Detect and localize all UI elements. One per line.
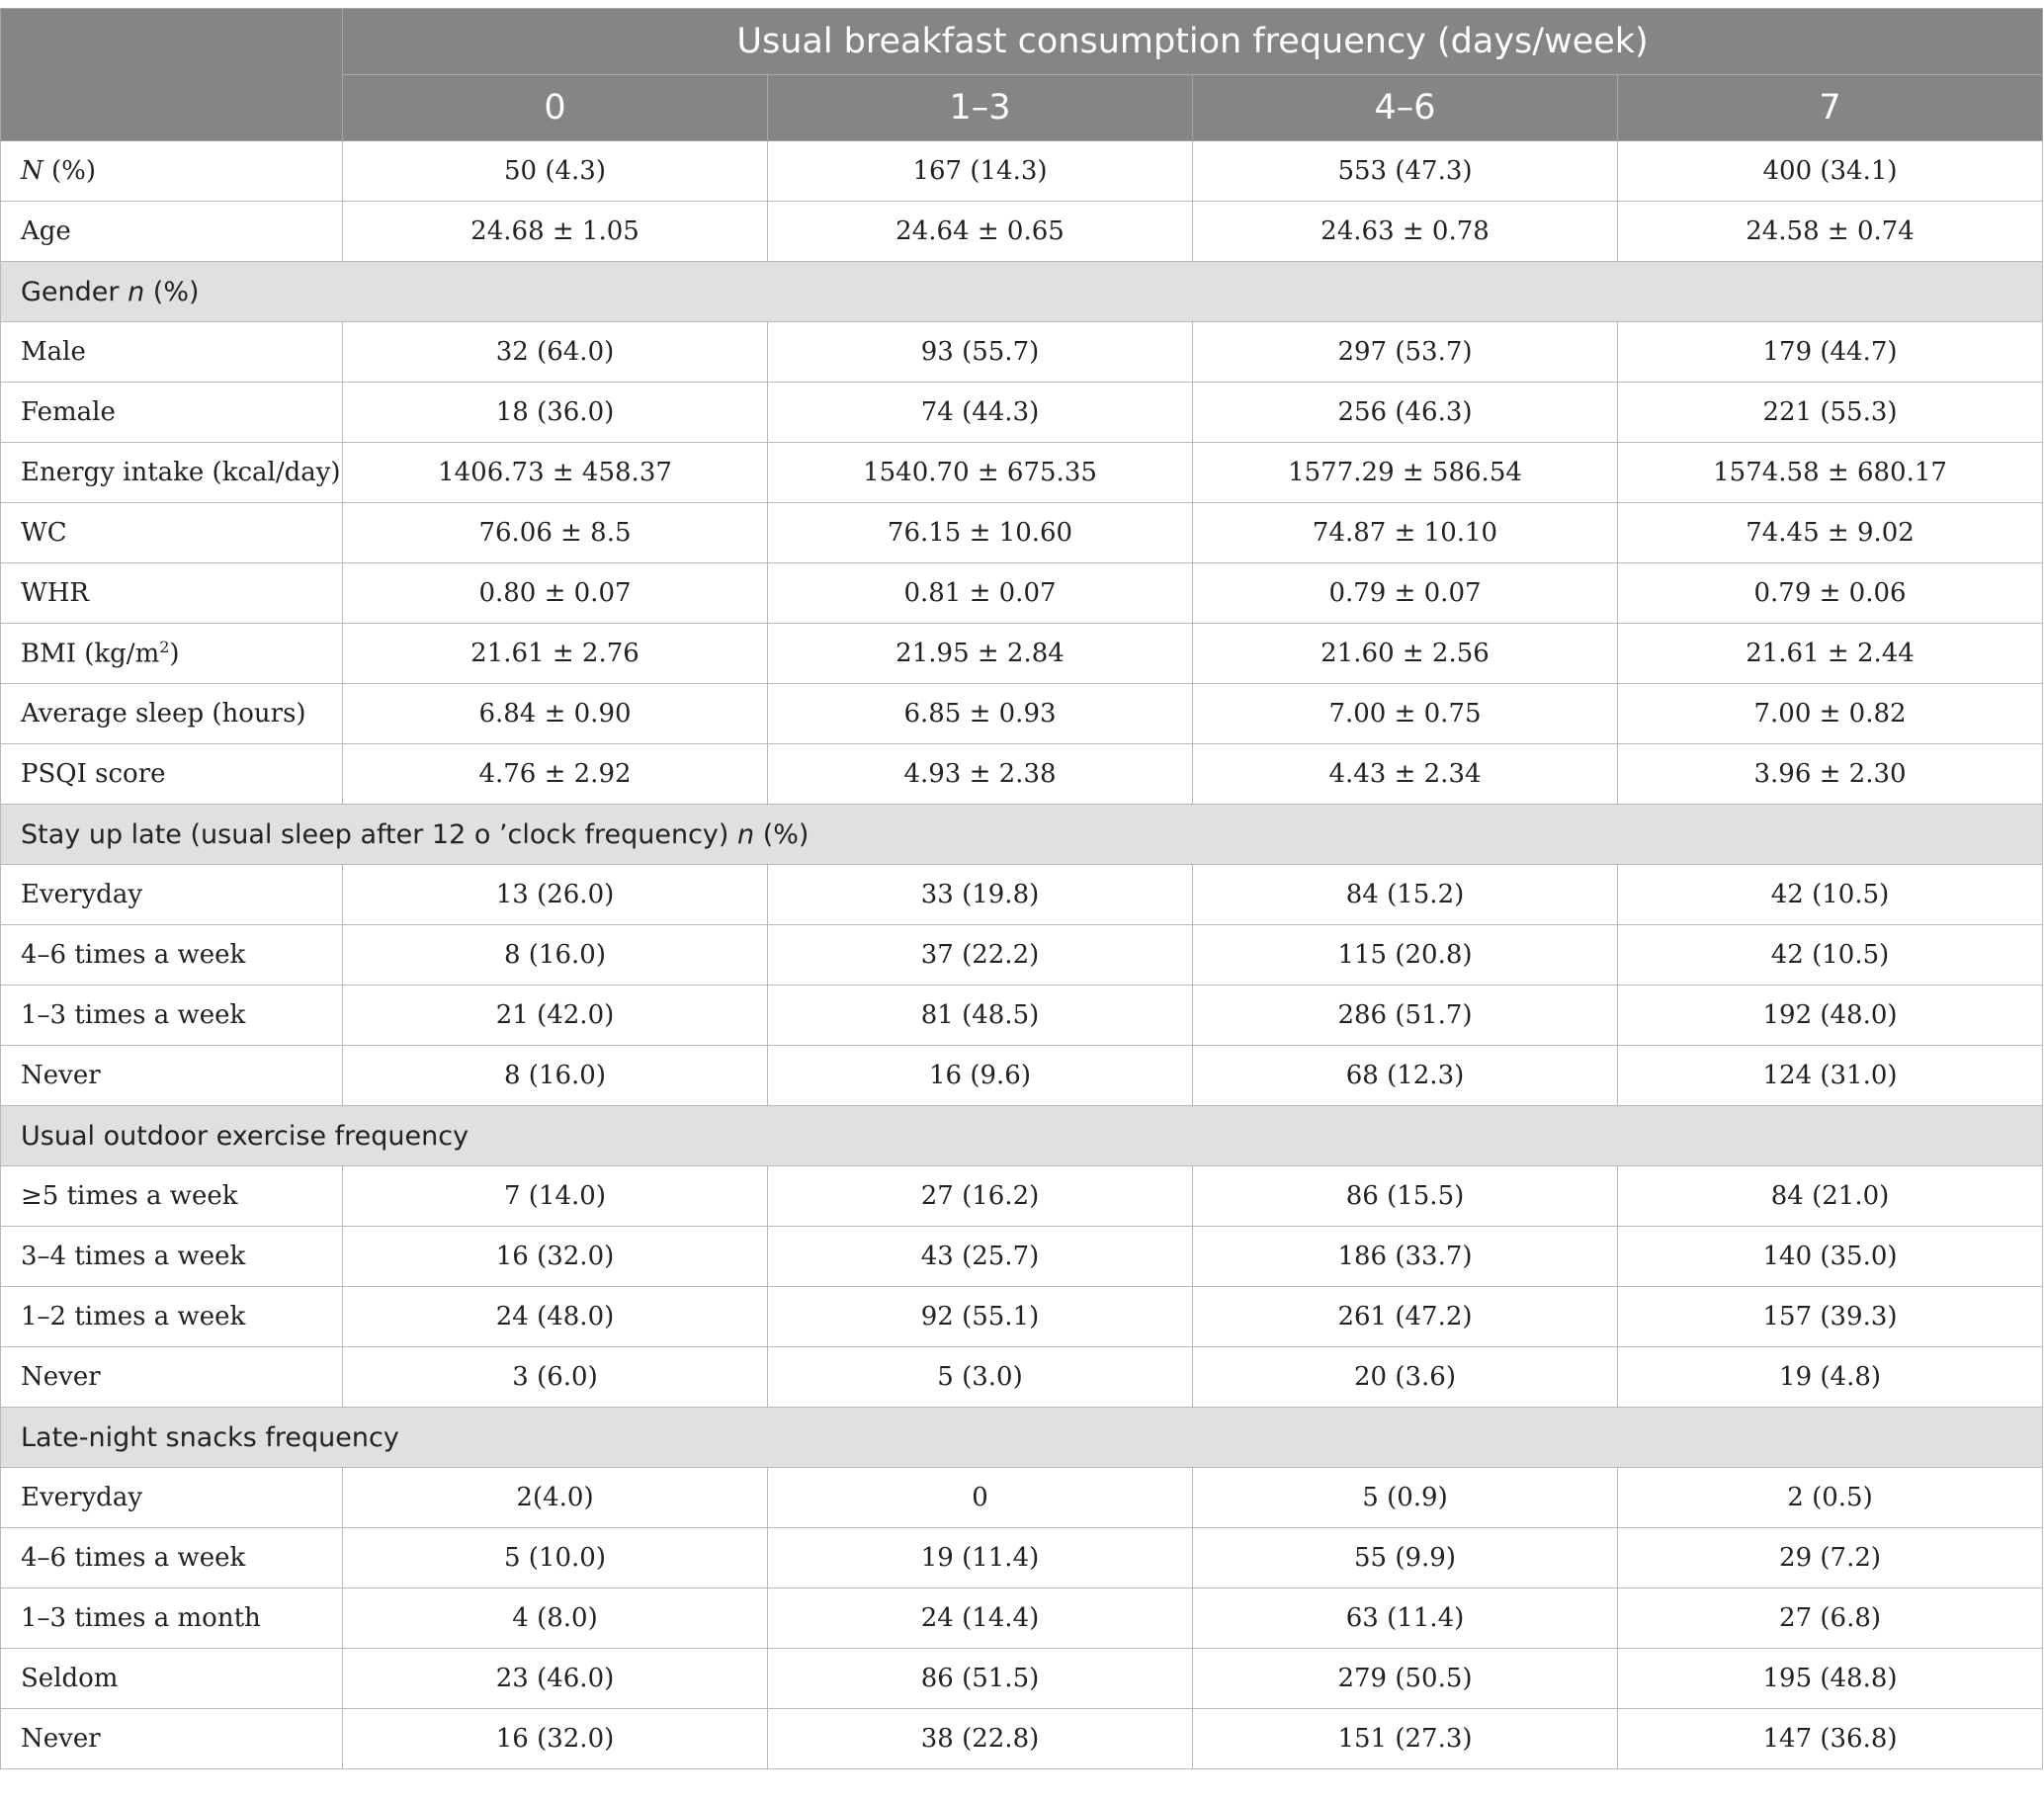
row-label: Everyday (1, 1468, 343, 1528)
table-cell: 115 (20.8) (1193, 925, 1618, 986)
label-prefix: Gender (21, 276, 128, 307)
table-cell: 2(4.0) (343, 1468, 768, 1528)
table-cell: 5 (10.0) (343, 1528, 768, 1588)
table-row (1, 443, 2043, 503)
table-cell: 8 (16.0) (343, 1046, 768, 1106)
label-prefix: BMI (kg/m (21, 639, 160, 669)
table-cell: 124 (31.0) (1618, 1046, 2043, 1106)
table-cell: 7.00 ± 0.75 (1193, 684, 1618, 744)
table-cell: 21.60 ± 2.56 (1193, 624, 1618, 684)
label-italic: N (21, 156, 43, 186)
table-cell: 16 (32.0) (343, 1227, 768, 1287)
row-label (1, 624, 343, 684)
row-label: Never (1, 1709, 343, 1769)
table-cell: 74 (44.3) (768, 383, 1193, 443)
table-cell: 5 (0.9) (1193, 1468, 1618, 1528)
table-row (1, 865, 2043, 925)
table-row (1, 202, 2043, 262)
row-label: Female (1, 383, 343, 443)
table-cell: 33 (19.8) (768, 865, 1193, 925)
table-cell: 8 (16.0) (343, 925, 768, 986)
row-label: Age (1, 202, 343, 262)
table-cell: 76.15 ± 10.60 (768, 503, 1193, 563)
table-row (1, 1528, 2043, 1588)
table-cell: 179 (44.7) (1618, 322, 2043, 383)
table-cell: 50 (4.3) (343, 141, 768, 202)
table-cell: 76.06 ± 8.5 (343, 503, 768, 563)
table-cell: 42 (10.5) (1618, 865, 2043, 925)
section-label: Late-night snacks frequency (1, 1408, 2043, 1468)
table-row (1, 925, 2043, 986)
table-cell: 74.87 ± 10.10 (1193, 503, 1618, 563)
table-cell: 167 (14.3) (768, 141, 1193, 202)
table-cell: 21.61 ± 2.76 (343, 624, 768, 684)
row-label: Male (1, 322, 343, 383)
table-row (1, 1709, 2043, 1769)
table-cell: 43 (25.7) (768, 1227, 1193, 1287)
table-cell: 2 (0.5) (1618, 1468, 2043, 1528)
label-suffix: (%) (43, 156, 97, 186)
table-row (1, 986, 2043, 1046)
table-row (1, 744, 2043, 805)
table-cell: 3 (6.0) (343, 1347, 768, 1408)
row-label: 1–3 times a month (1, 1588, 343, 1649)
row-label: WHR (1, 563, 343, 624)
table-cell: 151 (27.3) (1193, 1709, 1618, 1769)
table-cell: 21.61 ± 2.44 (1618, 624, 2043, 684)
table-row (1, 1166, 2043, 1227)
column-header: 4–6 (1193, 75, 1618, 141)
table-cell: 6.85 ± 0.93 (768, 684, 1193, 744)
row-label: Energy intake (kcal/day) (1, 443, 343, 503)
table-cell: 68 (12.3) (1193, 1046, 1618, 1106)
row-label: Everyday (1, 865, 343, 925)
table-row (1, 1347, 2043, 1408)
table-cell: 1406.73 ± 458.37 (343, 443, 768, 503)
table-cell: 195 (48.8) (1618, 1649, 2043, 1709)
table-cell: 400 (34.1) (1618, 141, 2043, 202)
table-cell: 1574.58 ± 680.17 (1618, 443, 2043, 503)
row-label: 1–3 times a week (1, 986, 343, 1046)
row-label: 4–6 times a week (1, 1528, 343, 1588)
label-prefix: Stay up late (usual sleep after 12 o ’clock frequency) (21, 818, 738, 850)
table-cell: 21 (42.0) (343, 986, 768, 1046)
table-cell: 23 (46.0) (343, 1649, 768, 1709)
table-cell: 37 (22.2) (768, 925, 1193, 986)
table-cell: 256 (46.3) (1193, 383, 1618, 443)
table-cell: 7.00 ± 0.82 (1618, 684, 2043, 744)
section-label (1, 805, 2043, 865)
section-row (1, 262, 2043, 322)
table-cell: 4.93 ± 2.38 (768, 744, 1193, 805)
table-cell: 19 (11.4) (768, 1528, 1193, 1588)
table-cell: 5 (3.0) (768, 1347, 1193, 1408)
table-cell: 13 (26.0) (343, 865, 768, 925)
table-cell: 147 (36.8) (1618, 1709, 2043, 1769)
table-cell: 86 (51.5) (768, 1649, 1193, 1709)
table-cell: 4 (8.0) (343, 1588, 768, 1649)
table-cell: 55 (9.9) (1193, 1528, 1618, 1588)
table-cell: 29 (7.2) (1618, 1528, 2043, 1588)
row-label: 3–4 times a week (1, 1227, 343, 1287)
data-table (0, 8, 2043, 1769)
table-cell: 140 (35.0) (1618, 1227, 2043, 1287)
table-row (1, 1046, 2043, 1106)
column-header: 1–3 (768, 75, 1193, 141)
table-cell: 4.43 ± 2.34 (1193, 744, 1618, 805)
table-cell: 261 (47.2) (1193, 1287, 1618, 1347)
row-label: ≥5 times a week (1, 1166, 343, 1227)
table-cell: 38 (22.8) (768, 1709, 1193, 1769)
table-row (1, 624, 2043, 684)
table-cell: 63 (11.4) (1193, 1588, 1618, 1649)
table-cell: 16 (32.0) (343, 1709, 768, 1769)
table-cell: 1577.29 ± 586.54 (1193, 443, 1618, 503)
table-cell: 20 (3.6) (1193, 1347, 1618, 1408)
row-label: PSQI score (1, 744, 343, 805)
table-cell: 0.80 ± 0.07 (343, 563, 768, 624)
table-cell: 0.79 ± 0.07 (1193, 563, 1618, 624)
table-cell: 24.64 ± 0.65 (768, 202, 1193, 262)
table-row (1, 1227, 2043, 1287)
table-cell: 553 (47.3) (1193, 141, 1618, 202)
table-cell: 279 (50.5) (1193, 1649, 1618, 1709)
table-row (1, 503, 2043, 563)
section-row (1, 805, 2043, 865)
table-cell: 192 (48.0) (1618, 986, 2043, 1046)
table-cell: 92 (55.1) (768, 1287, 1193, 1347)
table-row (1, 1287, 2043, 1347)
label-superscript: 2 (159, 638, 170, 657)
table-row (1, 1588, 2043, 1649)
table-cell: 27 (6.8) (1618, 1588, 2043, 1649)
table-cell: 24.68 ± 1.05 (343, 202, 768, 262)
table-cell: 4.76 ± 2.92 (343, 744, 768, 805)
table-row (1, 1468, 2043, 1528)
table-cell: 27 (16.2) (768, 1166, 1193, 1227)
table-cell: 3.96 ± 2.30 (1618, 744, 2043, 805)
table-cell: 24.58 ± 0.74 (1618, 202, 2043, 262)
column-header: 7 (1618, 75, 2043, 141)
row-label: WC (1, 503, 343, 563)
table-cell: 286 (51.7) (1193, 986, 1618, 1046)
table-cell: 221 (55.3) (1618, 383, 2043, 443)
label-italic: n (128, 276, 145, 307)
table-cell: 24 (48.0) (343, 1287, 768, 1347)
table-cell: 86 (15.5) (1193, 1166, 1618, 1227)
row-label: 1–2 times a week (1, 1287, 343, 1347)
table-row (1, 322, 2043, 383)
section-label (1, 262, 2043, 322)
column-header: 0 (343, 75, 768, 141)
table-cell: 74.45 ± 9.02 (1618, 503, 2043, 563)
table-cell: 297 (53.7) (1193, 322, 1618, 383)
table-cell: 16 (9.6) (768, 1046, 1193, 1106)
table-cell: 0 (768, 1468, 1193, 1528)
table-cell: 1540.70 ± 675.35 (768, 443, 1193, 503)
row-label (1, 141, 343, 202)
table-cell: 19 (4.8) (1618, 1347, 2043, 1408)
row-label: Never (1, 1347, 343, 1408)
table-cell: 6.84 ± 0.90 (343, 684, 768, 744)
section-label: Usual outdoor exercise frequency (1, 1106, 2043, 1166)
label-suffix: (%) (754, 818, 809, 850)
table-cell: 21.95 ± 2.84 (768, 624, 1193, 684)
table-row (1, 563, 2043, 624)
table-cell: 18 (36.0) (343, 383, 768, 443)
table-cell: 7 (14.0) (343, 1166, 768, 1227)
table-cell: 0.81 ± 0.07 (768, 563, 1193, 624)
table-cell: 84 (21.0) (1618, 1166, 2043, 1227)
table-row (1, 684, 2043, 744)
row-label: 4–6 times a week (1, 925, 343, 986)
table-cell: 0.79 ± 0.06 (1618, 563, 2043, 624)
table-cell: 81 (48.5) (768, 986, 1193, 1046)
section-row (1, 1408, 2043, 1468)
table-row (1, 383, 2043, 443)
table-cell: 93 (55.7) (768, 322, 1193, 383)
table-cell: 157 (39.3) (1618, 1287, 2043, 1347)
label-italic: n (737, 818, 755, 850)
section-row (1, 1106, 2043, 1166)
table-cell: 42 (10.5) (1618, 925, 2043, 986)
group-header: Usual breakfast consumption frequency (days/week) (343, 9, 2043, 75)
table-cell: 32 (64.0) (343, 322, 768, 383)
table-cell: 186 (33.7) (1193, 1227, 1618, 1287)
table-row (1, 1649, 2043, 1709)
label-suffix: (%) (144, 276, 200, 307)
table-row (1, 141, 2043, 202)
row-label: Never (1, 1046, 343, 1106)
label-suffix: ) (169, 639, 180, 669)
table-cell: 24.63 ± 0.78 (1193, 202, 1618, 262)
row-label: Average sleep (hours) (1, 684, 343, 744)
table-cell: 84 (15.2) (1193, 865, 1618, 925)
corner-header-cell (1, 9, 343, 141)
row-label: Seldom (1, 1649, 343, 1709)
table-cell: 24 (14.4) (768, 1588, 1193, 1649)
